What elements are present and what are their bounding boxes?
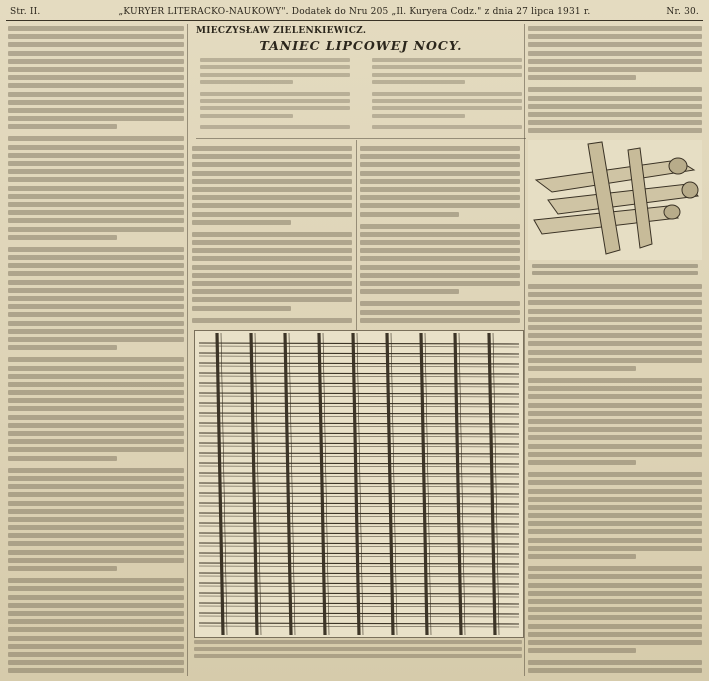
text-line	[8, 492, 184, 497]
text-line	[8, 456, 117, 461]
text-line	[360, 154, 520, 159]
text-line	[200, 73, 350, 77]
text-line	[372, 99, 522, 103]
text-line	[532, 271, 698, 275]
text-line	[528, 403, 702, 408]
text-line	[8, 345, 117, 350]
text-line	[360, 179, 520, 184]
text-line	[200, 106, 350, 110]
poem-stanzas-right	[372, 58, 522, 133]
text-line	[8, 194, 184, 199]
text-line	[8, 218, 184, 223]
text-line	[528, 480, 702, 485]
text-line	[528, 668, 702, 673]
text-line	[8, 509, 184, 514]
text-line	[8, 439, 184, 444]
text-line	[192, 154, 352, 159]
text-line	[8, 611, 184, 616]
text-line	[528, 34, 702, 39]
text-line	[528, 325, 702, 330]
text-line	[360, 232, 520, 237]
text-line	[8, 186, 184, 191]
article-column-4	[528, 284, 702, 674]
text-line	[8, 92, 184, 97]
text-line	[360, 281, 520, 286]
column-rule	[524, 24, 525, 676]
text-line	[8, 541, 184, 546]
text-line	[194, 647, 522, 651]
poem-author: MIECZYSŁAW ZIELENKIEWICZ.	[196, 26, 367, 36]
text-line	[360, 301, 520, 306]
text-line	[528, 300, 702, 305]
log-joint-illustration	[528, 140, 702, 260]
text-line	[528, 660, 702, 665]
text-line	[8, 550, 184, 555]
text-line	[528, 96, 702, 101]
text-line	[528, 309, 702, 314]
text-line	[8, 578, 184, 583]
text-line	[372, 80, 465, 84]
text-line	[8, 255, 184, 260]
text-line	[8, 271, 184, 276]
text-line	[194, 640, 522, 644]
text-line	[528, 284, 702, 289]
text-line	[528, 615, 702, 620]
column-rule	[187, 24, 188, 676]
text-line	[8, 423, 184, 428]
article-column-1	[8, 26, 184, 674]
text-line	[372, 73, 522, 77]
text-line	[8, 337, 184, 342]
figure-caption	[194, 640, 522, 674]
text-line	[192, 195, 352, 200]
text-line	[528, 607, 702, 612]
text-line	[528, 112, 702, 117]
text-line	[528, 505, 702, 510]
text-line	[8, 484, 184, 489]
text-line	[528, 67, 702, 72]
text-line	[360, 273, 520, 278]
text-line	[8, 415, 184, 420]
article-column-3	[360, 146, 520, 326]
poem-stanzas-left	[200, 58, 350, 133]
text-line	[200, 80, 293, 84]
text-line	[528, 591, 702, 596]
poem-divider	[196, 138, 526, 139]
text-line	[8, 406, 184, 411]
text-line	[8, 210, 184, 215]
text-line	[528, 489, 702, 494]
text-line	[360, 240, 520, 245]
text-line	[528, 120, 702, 125]
text-line	[528, 75, 636, 80]
text-line	[8, 619, 184, 624]
text-line	[8, 374, 184, 379]
text-line	[8, 67, 184, 72]
article-column-2	[192, 146, 352, 326]
text-line	[8, 558, 184, 563]
text-line	[8, 312, 184, 317]
text-line	[8, 660, 184, 665]
text-line	[8, 476, 184, 481]
text-line	[528, 333, 702, 338]
text-line	[528, 640, 702, 645]
text-line	[192, 179, 352, 184]
text-line	[8, 34, 184, 39]
text-line	[8, 566, 117, 571]
text-line	[528, 419, 702, 424]
text-line	[8, 124, 117, 129]
text-line	[528, 292, 702, 297]
text-line	[8, 202, 184, 207]
text-line	[360, 318, 520, 323]
paragraph-gap	[372, 88, 522, 92]
text-line	[192, 171, 352, 176]
text-line	[360, 212, 459, 217]
text-line	[8, 177, 184, 182]
text-line	[192, 232, 352, 237]
text-line	[8, 321, 184, 326]
text-line	[192, 240, 352, 245]
text-line	[528, 624, 702, 629]
text-line	[8, 153, 184, 158]
text-line	[8, 431, 184, 436]
text-line	[8, 329, 184, 334]
text-line	[528, 546, 702, 551]
issue-number: Nr. 30.	[666, 7, 699, 17]
text-line	[528, 358, 702, 363]
page-header	[6, 4, 703, 21]
text-line	[360, 171, 520, 176]
text-line	[528, 427, 702, 432]
text-line	[192, 248, 352, 253]
text-line	[8, 525, 184, 530]
text-line	[8, 595, 184, 600]
text-line	[360, 203, 520, 208]
text-line	[8, 59, 184, 64]
text-line	[372, 92, 522, 96]
text-line	[192, 297, 352, 302]
settlement-plan-figure	[194, 330, 524, 638]
text-line	[528, 529, 702, 534]
text-line	[528, 435, 702, 440]
text-line	[8, 382, 184, 387]
text-line	[192, 289, 352, 294]
text-line	[528, 366, 636, 371]
text-line	[192, 256, 352, 261]
paragraph-gap	[200, 88, 350, 92]
text-line	[8, 501, 184, 506]
text-line	[528, 538, 702, 543]
text-line	[528, 632, 702, 637]
text-line	[8, 288, 184, 293]
text-line	[192, 220, 291, 225]
text-line	[528, 444, 702, 449]
text-line	[192, 273, 352, 278]
text-line	[192, 281, 352, 286]
masthead-line: „KURYER LITERACKO-NAUKOWY". Dodatek do Nru 205 „Il. Kuryera Codz." z dnia 27 lipca 1931 r.	[118, 7, 591, 17]
text-line	[528, 513, 702, 518]
text-line	[528, 472, 702, 477]
text-line	[360, 187, 520, 192]
text-line	[8, 136, 184, 141]
text-line	[8, 357, 184, 362]
text-line	[8, 108, 184, 113]
text-line	[528, 554, 636, 559]
text-line	[8, 517, 184, 522]
figure2-caption	[532, 264, 698, 280]
text-line	[528, 566, 702, 571]
text-line	[528, 583, 702, 588]
text-line	[192, 203, 352, 208]
text-line	[528, 386, 702, 391]
text-line	[192, 306, 291, 311]
text-line	[528, 350, 702, 355]
article-column-4-top	[528, 26, 702, 136]
text-line	[8, 263, 184, 268]
text-line	[528, 104, 702, 109]
text-line	[528, 51, 702, 56]
text-line	[360, 289, 459, 294]
text-line	[372, 125, 522, 129]
column-rule	[356, 140, 357, 330]
text-line	[8, 26, 184, 31]
text-line	[360, 256, 520, 261]
text-line	[8, 169, 184, 174]
text-line	[194, 654, 522, 658]
text-line	[528, 460, 636, 465]
text-line	[532, 264, 698, 268]
log-road-illustration	[195, 331, 523, 637]
text-line	[372, 65, 522, 69]
text-line	[528, 648, 636, 653]
text-line	[200, 65, 350, 69]
text-line	[8, 652, 184, 657]
text-line	[8, 390, 184, 395]
text-line	[360, 265, 520, 270]
text-line	[528, 341, 702, 346]
text-line	[528, 599, 702, 604]
text-line	[360, 248, 520, 253]
text-line	[192, 146, 352, 151]
text-line	[528, 574, 702, 579]
poem-title: TANIEC LIPCOWEJ NOCY.	[259, 38, 463, 53]
text-line	[8, 366, 184, 371]
text-line	[8, 668, 184, 673]
text-line	[8, 533, 184, 538]
text-line	[192, 265, 352, 270]
text-line	[8, 398, 184, 403]
text-line	[528, 378, 702, 383]
text-line	[8, 75, 184, 80]
text-line	[8, 247, 184, 252]
text-line	[200, 125, 350, 129]
text-line	[528, 452, 702, 457]
text-line	[8, 145, 184, 150]
text-line	[372, 58, 522, 62]
text-line	[360, 224, 520, 229]
text-line	[8, 627, 184, 632]
text-line	[8, 83, 184, 88]
text-line	[8, 468, 184, 473]
text-line	[8, 42, 184, 47]
text-line	[8, 603, 184, 608]
text-line	[8, 100, 184, 105]
text-line	[200, 114, 293, 118]
text-line	[192, 162, 352, 167]
text-line	[8, 296, 184, 301]
text-line	[528, 59, 702, 64]
text-line	[192, 187, 352, 192]
text-line	[8, 116, 184, 121]
text-line	[360, 310, 520, 315]
text-line	[360, 162, 520, 167]
text-line	[8, 161, 184, 166]
text-line	[8, 235, 117, 240]
text-line	[528, 26, 702, 31]
text-line	[528, 497, 702, 502]
house-corner-figure	[528, 140, 702, 260]
text-line	[200, 99, 350, 103]
text-line	[528, 128, 702, 133]
text-line	[8, 51, 184, 56]
text-line	[200, 92, 350, 96]
text-line	[8, 304, 184, 309]
text-line	[8, 586, 184, 591]
text-line	[8, 636, 184, 641]
text-line	[360, 195, 520, 200]
text-line	[200, 58, 350, 62]
page-number: Str. II.	[10, 7, 41, 17]
text-line	[528, 521, 702, 526]
text-line	[8, 227, 184, 232]
text-line	[372, 114, 465, 118]
text-line	[8, 447, 184, 452]
text-line	[192, 318, 352, 323]
text-line	[528, 394, 702, 399]
text-line	[528, 411, 702, 416]
text-line	[8, 644, 184, 649]
text-line	[192, 212, 352, 217]
text-line	[528, 317, 702, 322]
text-line	[372, 106, 522, 110]
text-line	[528, 87, 702, 92]
text-line	[8, 280, 184, 285]
text-line	[360, 146, 520, 151]
text-line	[528, 42, 702, 47]
